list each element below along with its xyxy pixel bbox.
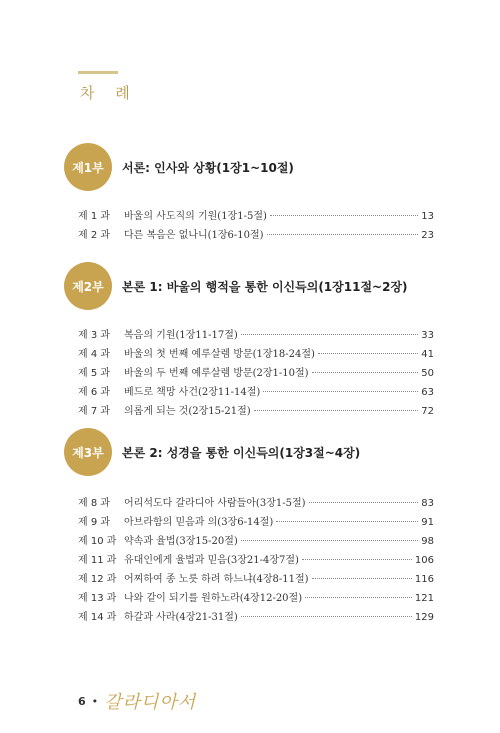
- chapter-page: 129: [414, 612, 434, 623]
- chapter-number: 제 10 과: [78, 536, 117, 547]
- chapter-title: 바울의 첫 번째 예루살렘 방문(1장18-24절): [124, 349, 315, 360]
- chapter-title: 약속과 율법(3장15-20절): [124, 536, 238, 547]
- part-badge: 제1부: [64, 143, 112, 191]
- part-title: 본론 1: 바울의 행적을 통한 이신득의(1장11절~2장): [122, 279, 408, 294]
- chapter-page: 33: [421, 330, 434, 341]
- chapter-number: 제 7 과: [78, 406, 111, 417]
- page-title: 차 례: [80, 84, 138, 102]
- chapter-list: [64, 326, 434, 421]
- toc-entry[interactable]: [64, 570, 434, 589]
- part-title: 본론 2: 성경을 통한 이신득의(1장3절~4장): [122, 445, 361, 460]
- toc-entry[interactable]: [64, 207, 434, 226]
- toc-entry[interactable]: [64, 551, 434, 570]
- part-header: [64, 262, 434, 310]
- chapter-number: 제 11 과: [78, 555, 117, 566]
- part-header: [64, 143, 434, 191]
- chapter-page: 41: [421, 349, 434, 360]
- chapter-page: 13: [421, 211, 434, 222]
- chapter-title: 의롭게 되는 것(2장15-21절): [124, 406, 251, 417]
- leader-dots: [267, 234, 419, 235]
- chapter-title: 복음의 기원(1장11-17절): [124, 330, 238, 341]
- chapter-title: 나와 같이 되기를 원하노라(4장12-20절): [124, 593, 303, 604]
- toc-entry[interactable]: [64, 383, 434, 402]
- chapter-number: 제 5 과: [78, 368, 111, 379]
- page-number: 6: [78, 694, 86, 708]
- toc-entry[interactable]: [64, 494, 434, 513]
- leader-dots: [309, 502, 419, 503]
- chapter-list: [64, 494, 434, 627]
- chapter-number: 제 12 과: [78, 574, 117, 585]
- part-section-2: [64, 262, 434, 421]
- leader-dots: [254, 410, 419, 411]
- chapter-number: 제 3 과: [78, 330, 111, 341]
- chapter-number: 제 6 과: [78, 387, 111, 398]
- book-title-logo: 갈라디아서: [104, 692, 197, 713]
- toc-entry[interactable]: [64, 513, 434, 532]
- leader-dots: [312, 372, 419, 373]
- toc-entry[interactable]: [64, 226, 434, 245]
- leader-dots: [276, 521, 418, 522]
- chapter-page: 23: [421, 230, 434, 241]
- chapter-title: 어찌하여 종 노릇 하려 하느냐(4장8-11절): [124, 574, 309, 585]
- chapter-page: 91: [421, 517, 434, 528]
- chapter-title: 유대인에게 율법과 믿음(3장21-4장7절): [124, 555, 299, 566]
- leader-dots: [263, 391, 418, 392]
- chapter-number: 제 8 과: [78, 498, 111, 509]
- footer-separator: •: [91, 694, 99, 708]
- chapter-page: 106: [414, 555, 434, 566]
- leader-dots: [241, 334, 418, 335]
- part-section-3: [64, 428, 434, 627]
- chapter-title: 다른 복음은 없나니(1장6-10절): [124, 230, 264, 241]
- title-accent-bar: [78, 71, 118, 74]
- toc-entry[interactable]: [64, 589, 434, 608]
- chapter-page: 83: [421, 498, 434, 509]
- toc-entry[interactable]: [64, 345, 434, 364]
- chapter-number: 제 9 과: [78, 517, 111, 528]
- chapter-page: 98: [421, 536, 434, 547]
- leader-dots: [270, 215, 418, 216]
- chapter-title: 바울의 두 번째 예루살렘 방문(2장1-10절): [124, 368, 309, 379]
- chapter-title: 아브라함의 믿음과 의(3장6-14절): [124, 517, 274, 528]
- chapter-number: 제 14 과: [78, 612, 117, 623]
- chapter-page: 50: [421, 368, 434, 379]
- leader-dots: [305, 597, 412, 598]
- chapter-list: [64, 207, 434, 245]
- chapter-title: 바울의 사도직의 기원(1장1-5절): [124, 211, 267, 222]
- part-badge: 제2부: [64, 262, 112, 310]
- chapter-number: 제 2 과: [78, 230, 111, 241]
- part-title: 서론: 인사와 상황(1장1~10절): [122, 160, 294, 175]
- toc-entry[interactable]: [64, 532, 434, 551]
- chapter-page: 121: [414, 593, 434, 604]
- toc-entry[interactable]: [64, 402, 434, 421]
- chapter-page: 116: [414, 574, 434, 585]
- chapter-title: 하갈과 사라(4장21-31절): [124, 612, 238, 623]
- leader-dots: [302, 559, 412, 560]
- chapter-number: 제 1 과: [78, 211, 111, 222]
- chapter-page: 72: [421, 406, 434, 417]
- leader-dots: [312, 578, 412, 579]
- leader-dots: [241, 616, 412, 617]
- leader-dots: [318, 353, 418, 354]
- chapter-title: 어리석도다 갈라디아 사람들아(3장1-5절): [124, 498, 306, 509]
- leader-dots: [241, 540, 418, 541]
- toc-entry[interactable]: [64, 364, 434, 383]
- toc-entry[interactable]: [64, 326, 434, 345]
- part-header: [64, 428, 434, 476]
- part-section-1: [64, 143, 434, 245]
- chapter-page: 63: [421, 387, 434, 398]
- page-footer: [78, 688, 196, 714]
- toc-entry[interactable]: [64, 608, 434, 627]
- chapter-title: 베드로 책망 사건(2장11-14절): [124, 387, 261, 398]
- chapter-number: 제 13 과: [78, 593, 117, 604]
- chapter-number: 제 4 과: [78, 349, 111, 360]
- part-badge: 제3부: [64, 428, 112, 476]
